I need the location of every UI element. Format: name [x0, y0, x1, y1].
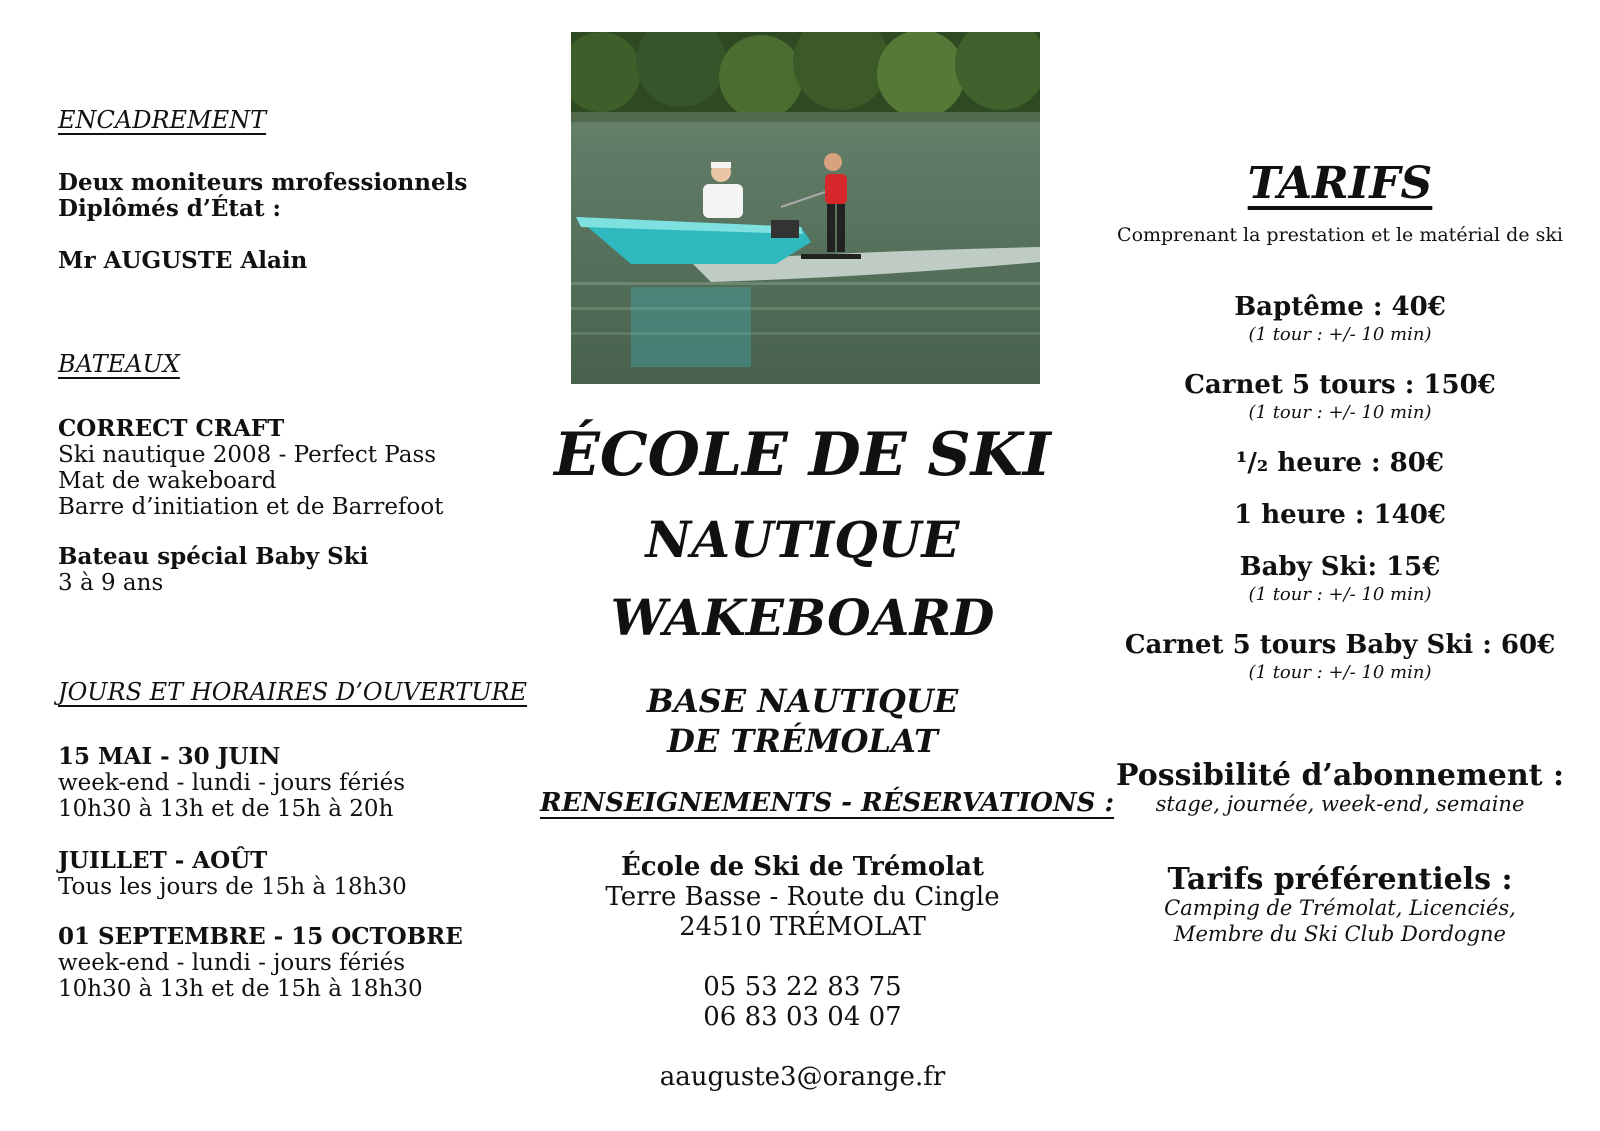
encadrement-block — [58, 170, 467, 222]
period-hours: 10h30 à 13h et de 15h à 20h — [58, 796, 394, 822]
preferential-line2: Membre du Ski Club Dordogne — [1173, 922, 1506, 946]
bateaux-block — [58, 416, 443, 520]
base-line1: BASE NAUTIQUE — [646, 682, 959, 720]
main-title-line2: NAUTIQUE — [645, 510, 960, 569]
boat-line3: Barre d’initiation et de Barrefoot — [58, 494, 444, 520]
baby-boat-block — [58, 544, 368, 596]
boat-line2: Mat de wakeboard — [58, 468, 277, 494]
price-carnet-baby: Carnet 5 tours Baby Ski : 60€ — [1124, 630, 1556, 660]
waterski-photo — [571, 32, 1040, 384]
price-half-hour: ¹/₂ heure : 80€ — [1236, 448, 1444, 478]
baby-boat-title: Bateau spécial Baby Ski — [58, 543, 369, 570]
main-title-line3: WAKEBOARD — [610, 588, 995, 647]
base-line2: DE TRÉMOLAT — [667, 722, 938, 760]
period-1 — [58, 744, 405, 822]
period-days: week-end - lundi - jours fériés — [58, 950, 405, 976]
phone-2: 06 83 03 04 07 — [703, 1002, 902, 1032]
school-name: École de Ski de Trémolat — [620, 852, 984, 882]
price-note: (1 tour : +/- 10 min) — [1248, 402, 1432, 423]
reservations-heading: RENSEIGNEMENTS - RÉSERVATIONS : — [540, 788, 1115, 818]
tarifs-subtitle: Comprenant la prestation et le matérial de ski — [1117, 224, 1563, 246]
period-days: Tous les jours de 15h à 18h30 — [58, 874, 407, 900]
main-title-line1: ÉCOLE DE SKI — [554, 420, 1051, 490]
price-carnet: Carnet 5 tours : 150€ — [1184, 370, 1496, 400]
period-2 — [58, 848, 407, 900]
period-label: 15 MAI - 30 JUIN — [58, 743, 281, 770]
preferential-title: Tarifs préférentiels : — [1167, 862, 1513, 897]
price-one-hour: 1 heure : 140€ — [1234, 500, 1446, 530]
encadrement-title: ENCADREMENT — [58, 106, 267, 134]
period-hours: 10h30 à 13h et de 15h à 18h30 — [58, 976, 423, 1002]
encadrement-line1: Deux moniteurs mrofessionnels — [58, 169, 468, 196]
price-note: (1 tour : +/- 10 min) — [1248, 324, 1432, 345]
school-city: 24510 TRÉMOLAT — [679, 912, 926, 942]
encadrement-line2: Diplômés d’État : — [58, 195, 282, 222]
instructor-name-block — [58, 248, 307, 274]
horaires-title: JOURS ET HORAIRES D’OUVERTURE — [58, 678, 528, 706]
price-note: (1 tour : +/- 10 min) — [1248, 584, 1432, 605]
tarifs-title: TARIFS — [1247, 158, 1433, 209]
price-baby-ski: Baby Ski: 15€ — [1239, 552, 1441, 582]
abonnement-title: Possibilité d’abonnement : — [1115, 758, 1565, 793]
period-label: 01 SEPTEMBRE - 15 OCTOBRE — [58, 923, 463, 950]
period-label: JUILLET - AOÛT — [58, 847, 268, 874]
price-bapteme: Baptême : 40€ — [1234, 292, 1446, 322]
email: aauguste3@orange.fr — [659, 1062, 946, 1092]
phone-1: 05 53 22 83 75 — [703, 972, 902, 1002]
baby-boat-age: 3 à 9 ans — [58, 570, 164, 596]
price-note: (1 tour : +/- 10 min) — [1248, 662, 1432, 683]
preferential-line1: Camping de Trémolat, Licenciés, — [1164, 896, 1516, 920]
boat-brand: CORRECT CRAFT — [58, 415, 285, 442]
instructor-name: Mr AUGUSTE Alain — [58, 247, 308, 274]
school-street: Terre Basse - Route du Cingle — [605, 882, 1000, 912]
abonnement-text: stage, journée, week-end, semaine — [1155, 792, 1525, 816]
boat-line1: Ski nautique 2008 - Perfect Pass — [58, 442, 437, 468]
bateaux-title: BATEAUX — [58, 350, 180, 378]
period-days: week-end - lundi - jours fériés — [58, 770, 405, 796]
period-3 — [58, 924, 463, 1002]
waterski-photo-illustration — [571, 32, 1040, 384]
